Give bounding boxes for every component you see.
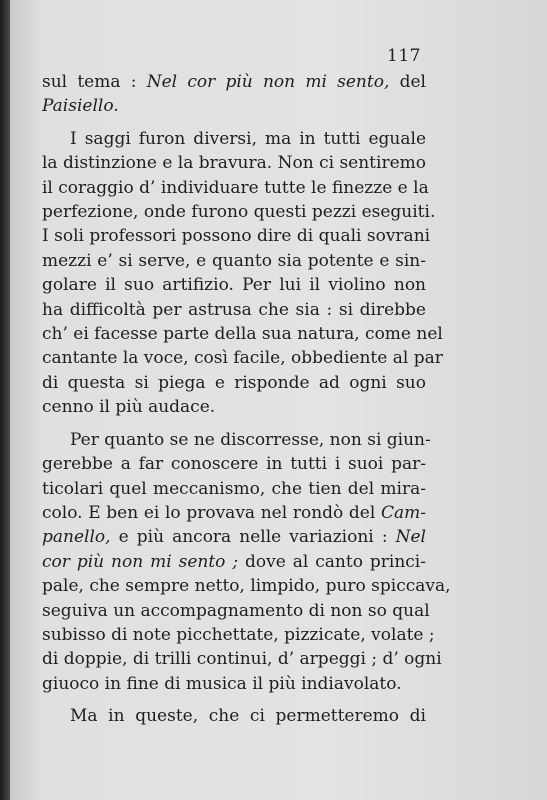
book-gutter-shadow xyxy=(0,0,10,800)
text-segment: subisso di note picchettate, pizzicate, volate ; xyxy=(42,624,435,645)
text-line xyxy=(42,452,426,476)
paragraph-gap xyxy=(42,119,426,127)
paragraph xyxy=(42,127,443,420)
text-line xyxy=(42,151,426,175)
paragraph-gap xyxy=(42,696,426,704)
text-line xyxy=(42,249,426,273)
text-segment: Per quanto se ne discorresse, non si giun- xyxy=(70,429,431,450)
text-segment: cantante la voce, così facile, obbediente al par xyxy=(42,348,443,369)
text-line xyxy=(42,525,426,549)
text-line xyxy=(42,672,426,696)
text-segment: mezzi e’ si serve, e quanto sia potente e sin- xyxy=(42,250,426,271)
text-segment: giuoco in fine di musica il più indiavolato. xyxy=(42,673,402,694)
text-segment: sul tema : xyxy=(42,72,147,92)
italic-text: panello, xyxy=(42,527,111,548)
text-segment: pale, che sempre netto, limpido, puro spiccava, xyxy=(42,576,451,597)
text-line xyxy=(42,322,443,346)
text-segment: gerebbe a far conoscere in tutti i suoi par- xyxy=(42,454,426,475)
text-segment: I soli professori possono dire di quali sovrani xyxy=(42,226,431,247)
text-segment: golare il suo artifizio. Per lui il violino non xyxy=(42,275,426,296)
text-line xyxy=(42,224,431,248)
text-line xyxy=(42,623,435,647)
text-segment: e più ancora nelle variazioni : xyxy=(110,527,396,548)
italic-text: Paisiello. xyxy=(42,96,119,117)
text-line xyxy=(42,94,426,118)
book-page xyxy=(10,0,547,800)
body-text xyxy=(42,70,451,729)
italic-text: Nel cor più non mi sento, xyxy=(146,72,390,92)
italic-text: Nel xyxy=(395,527,426,548)
page-number: 117 xyxy=(387,46,421,66)
paragraph xyxy=(42,428,451,696)
text-segment: I saggi furon diversi, ma in tutti eguale xyxy=(70,128,426,149)
text-line xyxy=(42,273,426,297)
text-line xyxy=(42,176,429,200)
text-line xyxy=(42,477,426,501)
text-line xyxy=(42,371,426,395)
text-line xyxy=(42,70,426,94)
text-line xyxy=(42,574,451,598)
text-line xyxy=(42,298,426,322)
text-line xyxy=(42,127,426,151)
text-segment: Ma in queste, che ci permetteremo di xyxy=(70,706,426,727)
paragraph xyxy=(42,704,426,728)
text-line xyxy=(42,647,442,671)
text-segment: la distinzione e la bravura. Non ci sentiremo xyxy=(42,153,426,174)
paragraph xyxy=(42,70,426,119)
text-segment: dove al canto princi- xyxy=(238,551,426,572)
text-segment: cenno il più audace. xyxy=(42,397,216,418)
paragraph-gap xyxy=(42,420,426,428)
text-segment: ch’ ei facesse parte della sua natura, come nel xyxy=(42,324,443,345)
text-line xyxy=(42,346,443,370)
text-segment: ticolari quel meccanismo, che tien del mira- xyxy=(42,478,426,499)
italic-text: Cam- xyxy=(380,502,426,523)
text-line xyxy=(42,200,436,224)
text-segment: di questa si piega e risponde ad ogni suo xyxy=(42,372,426,393)
italic-text: cor più non mi sento ; xyxy=(42,551,239,572)
text-line xyxy=(42,599,430,623)
text-line xyxy=(42,395,426,419)
text-segment: il coraggio d’ individuare tutte le finezze e la xyxy=(42,177,429,198)
text-line xyxy=(42,704,426,728)
text-segment: del xyxy=(389,72,426,92)
text-segment: seguiva un accompagnamento di non so qual xyxy=(42,600,430,621)
text-line xyxy=(42,428,431,452)
text-segment: ha difficoltà per astrusa che sia : si direbbe xyxy=(42,299,426,320)
text-segment: di doppie, di trilli continui, d’ arpeggi ; d’ ogni xyxy=(42,649,442,670)
text-segment: perfezione, onde furono questi pezzi eseguiti. xyxy=(42,202,436,223)
text-segment: colo. E ben ei lo provava nel rondò del xyxy=(42,502,381,523)
text-line xyxy=(42,501,426,525)
text-line xyxy=(42,550,426,574)
